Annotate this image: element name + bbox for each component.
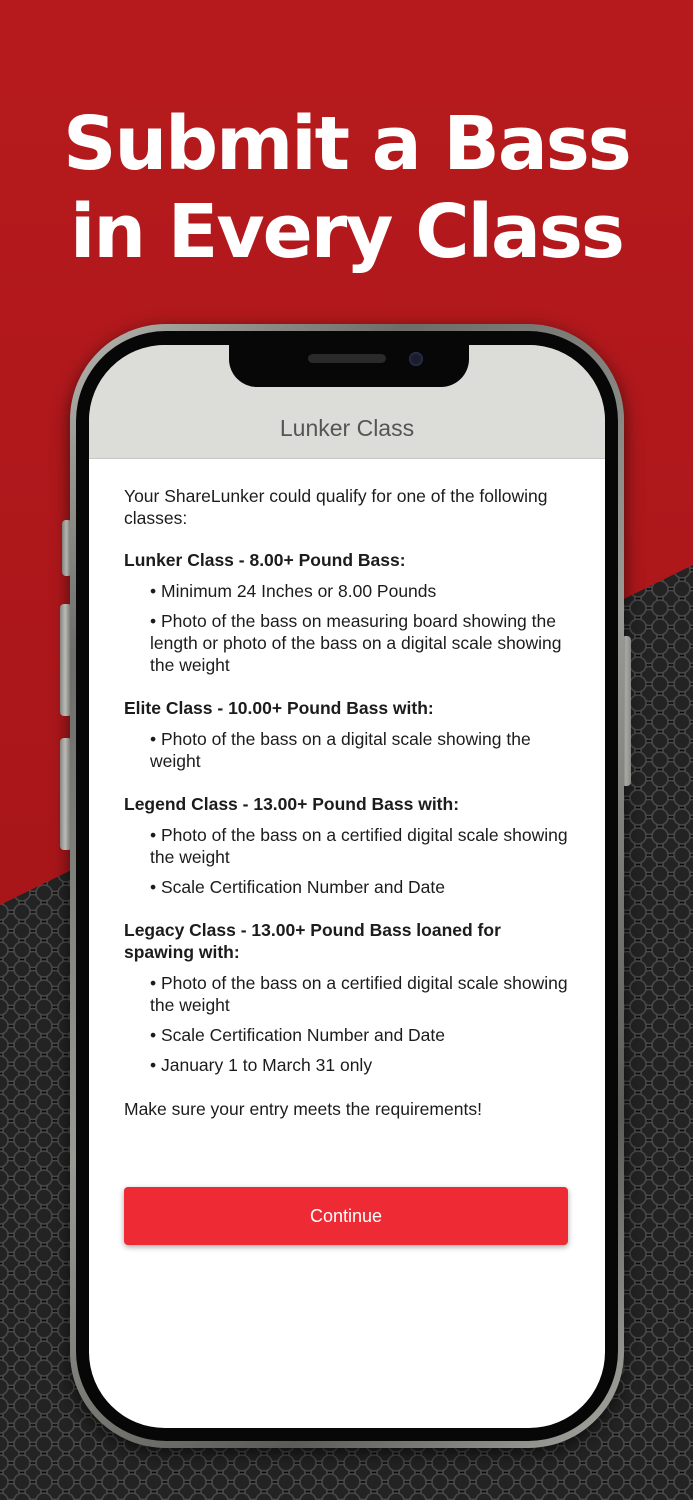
elite-class-section	[124, 697, 574, 772]
list-item: • Photo of the bass on a certified digital scale showing the weight	[150, 973, 568, 1015]
list-item: • January 1 to March 31 only	[150, 1055, 373, 1075]
class-requirements	[124, 485, 574, 1120]
headline-line-2: in Every Class	[70, 189, 623, 275]
lunker-class-section	[124, 549, 574, 676]
headline-line-1: Submit a Bass	[63, 101, 630, 187]
lunker-class-heading: Lunker Class - 8.00+ Pound Bass:	[124, 550, 406, 570]
front-camera-icon	[409, 352, 423, 366]
screen-title: Lunker Class	[279, 415, 415, 441]
legend-class-section	[124, 793, 574, 898]
continue-button[interactable]: Continue	[124, 1187, 568, 1245]
legacy-class-section	[124, 919, 574, 1076]
phone-screen	[89, 345, 605, 1428]
list-item: • Scale Certification Number and Date	[150, 1025, 446, 1045]
list-item: • Photo of the bass on a certified digital scale showing the weight	[150, 825, 568, 867]
list-item: • Photo of the bass on measuring board showing the length or photo of the bass on a digital scale showing the weight	[150, 611, 562, 675]
intro-text: Your ShareLunker could qualify for one of the following classes:	[124, 486, 548, 528]
requirements-reminder: Make sure your entry meets the requirements!	[124, 1099, 482, 1119]
list-item: • Minimum 24 Inches or 8.00 Pounds	[150, 581, 437, 601]
earpiece-speaker	[308, 354, 386, 363]
list-item: • Photo of the bass on a digital scale showing the weight	[150, 729, 531, 771]
promo-headline	[0, 100, 693, 276]
legacy-class-heading: Legacy Class - 13.00+ Pound Bass loaned for spawing with:	[124, 920, 501, 962]
legend-class-heading: Legend Class - 13.00+ Pound Bass with:	[124, 794, 460, 814]
elite-class-heading: Elite Class - 10.00+ Pound Bass with:	[124, 698, 434, 718]
list-item: • Scale Certification Number and Date	[150, 877, 446, 897]
